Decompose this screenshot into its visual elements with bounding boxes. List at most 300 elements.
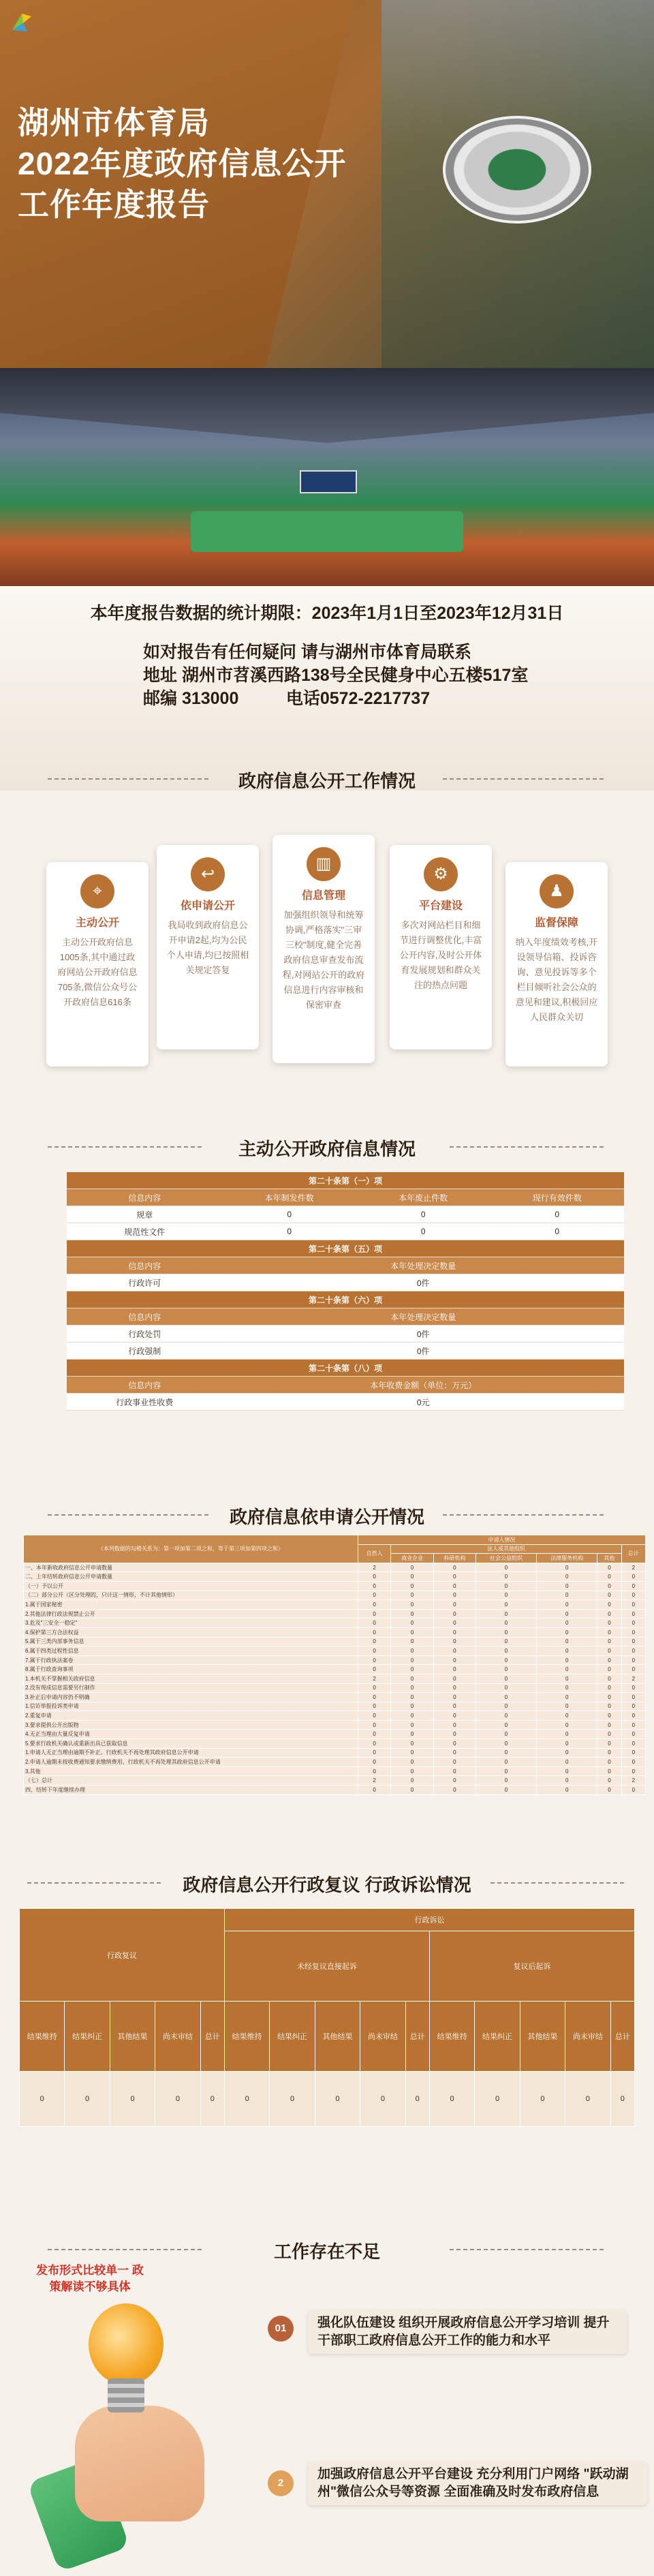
report-info — [0, 586, 654, 791]
request-disclosure-table — [23, 1535, 646, 1795]
table-cell: 0 — [391, 1766, 433, 1776]
table-cell: 2.没有现成信息需要另行制作 — [24, 1683, 358, 1693]
table-cell: 0 — [391, 1776, 433, 1785]
table-cell: 0 — [476, 1758, 536, 1767]
contact-line-1: 如对报告有任何疑问 请与湖州市体育局联系 — [143, 643, 471, 662]
table-cell: 0 — [356, 1223, 490, 1240]
card-body: 纳入年度绩效考核,开设领导信箱、投诉咨询、意见投诉等多个栏目倾听社会公众的意见和建议,积极回应人民群众关切 — [515, 937, 598, 1022]
card-title: 信息管理 — [301, 890, 345, 902]
table-row — [67, 1343, 624, 1360]
table-cell: 本年废止件数 — [356, 1189, 490, 1206]
table-cell: 结果维持 — [429, 2002, 474, 2072]
table-cell: 未经复议直接起诉 — [224, 1931, 429, 2002]
table-cell: 0 — [391, 1711, 433, 1721]
shortcoming-item-1: 强化队伍建设 组织开展政府信息公开学习培训 提升干部职工政府信息公开工作的能力和水平 — [308, 2310, 627, 2354]
table-cell: 0 — [433, 1609, 476, 1619]
table-cell: 0 — [597, 1563, 621, 1572]
table-cell: 尚未审结 — [565, 2002, 610, 2072]
table-cell: 0 — [65, 2072, 110, 2127]
table-row — [24, 1758, 646, 1767]
table-cell: 0 — [358, 1711, 391, 1721]
table-cell: 0 — [597, 1591, 621, 1600]
table-cell: 0 — [476, 1637, 536, 1646]
table-row — [24, 1748, 646, 1758]
page-title — [18, 102, 346, 225]
table-cell: 0 — [20, 2072, 65, 2127]
table-cell: 行政处罚 — [67, 1325, 222, 1343]
table-cell: 0 — [391, 1683, 433, 1693]
table-cell: 0 — [621, 1609, 645, 1619]
table-cell: 0 — [621, 1720, 645, 1730]
table-cell: 0 — [520, 2072, 565, 2127]
stadium-image — [443, 116, 591, 224]
scoreboard — [300, 470, 357, 493]
table-row — [24, 1766, 646, 1776]
table-cell: 0 — [433, 1674, 476, 1683]
table-cell: 2 — [358, 1563, 391, 1572]
table-cell: 0 — [360, 2072, 405, 2127]
section-title-shortcomings: 工作存在不足 — [273, 2241, 380, 2262]
table-row — [67, 1325, 624, 1343]
table-cell: 0 — [476, 1683, 536, 1693]
table-cell: 0 — [476, 1702, 536, 1711]
table-cell: 0 — [476, 1739, 536, 1749]
table-cell: 0 — [537, 1591, 597, 1600]
table-row — [24, 1785, 646, 1795]
section-title-review: 政府信息公开行政复议 行政诉讼情况 — [183, 1875, 471, 1895]
table-row — [24, 1711, 646, 1721]
table-cell: 0 — [224, 2072, 269, 2127]
table-cell: 0 — [621, 1627, 645, 1637]
section-title-request: 政府信息依申请公开情况 — [229, 1507, 424, 1527]
table-cell: 0 — [597, 1730, 621, 1739]
table-cell: 3.危及"三安全一稳定" — [24, 1619, 358, 1628]
card-title: 平台建设 — [418, 900, 463, 912]
table-cell: 3.其他 — [24, 1766, 358, 1776]
table-cell: 1.本机关不掌握相关政府信息 — [24, 1674, 358, 1683]
table-cell: 0 — [433, 1776, 476, 1785]
table-row — [67, 1360, 624, 1377]
table-cell: 0 — [358, 1683, 391, 1693]
table-cell: 0 — [315, 2072, 360, 2127]
stadium-field-image — [0, 368, 654, 586]
table-cell: 0 — [537, 1665, 597, 1674]
table-cell: 0 — [433, 1646, 476, 1656]
table-cell: 0 — [433, 1766, 476, 1776]
table-cell: 信息内容 — [67, 1257, 222, 1274]
table-cell: 0 — [537, 1572, 597, 1582]
table-cell: 0 — [537, 1581, 597, 1591]
table-row — [24, 1693, 646, 1702]
table-cell: 信息内容 — [67, 1189, 222, 1206]
table-cell: 总计 — [610, 2002, 634, 2072]
table-cell: 四、结转下年度继续办理 — [24, 1785, 358, 1795]
card-supervision — [505, 862, 608, 1067]
table-cell: 行政诉讼 — [224, 1909, 634, 1931]
table-cell: 6.属于四类过程性信息 — [24, 1646, 358, 1656]
table-cell: 第二十条第（五）项 — [67, 1240, 624, 1257]
table-cell: 0 — [597, 1785, 621, 1795]
table-cell: 0 — [621, 1665, 645, 1674]
table-row — [67, 1206, 624, 1223]
table-cell: 0 — [475, 2072, 520, 2127]
table-cell: 0 — [358, 1637, 391, 1646]
table-row — [24, 1563, 646, 1572]
table-cell: （二）部分公开（区分处理的，只计这一情形，不计其他情形） — [24, 1591, 358, 1600]
table-row — [24, 1665, 646, 1674]
table-cell: 0 — [597, 1619, 621, 1628]
table-cell: 0 — [537, 1766, 597, 1776]
table-cell: 法人或其他组织 — [391, 1544, 621, 1554]
table-cell: 0 — [597, 1581, 621, 1591]
table-cell: 0 — [433, 1563, 476, 1572]
table-row — [67, 1172, 624, 1189]
table-cell: 0 — [537, 1563, 597, 1572]
table-cell: 0 — [597, 1702, 621, 1711]
table-cell: 第二十条第（一）项 — [67, 1172, 624, 1189]
table-cell: 申请人情况 — [358, 1535, 645, 1545]
table-cell: 0 — [537, 1646, 597, 1656]
card-info-management — [272, 835, 375, 1063]
table-cell: 0 — [597, 1646, 621, 1656]
table-cell: 0 — [537, 1776, 597, 1785]
table-cell: 0 — [358, 1619, 391, 1628]
table-cell: 0 — [476, 1693, 536, 1702]
table-row — [24, 1683, 646, 1693]
table-row — [67, 1240, 624, 1257]
table-row — [24, 1591, 646, 1600]
table-cell: 0 — [621, 1730, 645, 1739]
title-line-1: 湖州市体育局 — [18, 105, 210, 140]
table-cell: 0 — [610, 2072, 634, 2127]
table-cell: 4.无正当理由大量反复申请 — [24, 1730, 358, 1739]
item-number: 2 — [268, 2470, 294, 2496]
table-cell: 0 — [358, 1572, 391, 1582]
table-cell: 0 — [597, 1776, 621, 1785]
section-title-work: 政府信息公开工作情况 — [238, 771, 416, 791]
title-line-2: 2022年度政府信息公开 — [18, 146, 347, 181]
table-cell: 0 — [537, 1739, 597, 1749]
table-cell: 现行有效件数 — [490, 1189, 624, 1206]
table-cell: 一、本年新收政府信息公开申请数量 — [24, 1563, 358, 1572]
table-cell: 本年处理决定数量 — [222, 1257, 624, 1274]
table-cell: 0 — [391, 1693, 433, 1702]
table-cell: 0 — [537, 1619, 597, 1628]
user-icon: ♟ — [540, 874, 574, 908]
table-cell: 0 — [621, 1619, 645, 1628]
table-cell: 0 — [391, 1627, 433, 1637]
table-cell: 0 — [621, 1655, 645, 1665]
table-cell: 0 — [433, 1581, 476, 1591]
table-cell: 2.申请人逾期未按收费通知要求缴纳费用、行政机关不再处理其政府信息公开申请 — [24, 1758, 358, 1767]
table-cell: 1.申请人无正当理由逾期不补正、行政机关不再处理其政府信息公开申请 — [24, 1748, 358, 1758]
item-number: 01 — [268, 2316, 294, 2342]
table-cell: 0 — [358, 1739, 391, 1749]
table-cell: 0 — [621, 1683, 645, 1693]
shortcoming-item-2: 加强政府信息公开平台建设 充分利用门户网络 "跃动湖州"微信公众号等资源 全面准确及时发布政府信息 — [308, 2462, 647, 2505]
table-cell: 0 — [222, 1206, 356, 1223]
table-cell: 0 — [537, 1637, 597, 1646]
location-icon: ⌖ — [80, 874, 114, 908]
table-cell: 0 — [391, 1591, 433, 1600]
card-body: 加强组织领导和统筹协调,严格落实"三审三校"制度,健全完善政府信息审查发布流程,对网站公开的政府信息进行内容审核和保密审查 — [282, 910, 365, 1010]
table-cell: 0 — [433, 1572, 476, 1582]
table-cell: 0 — [358, 1702, 391, 1711]
lightbulb-base — [108, 2378, 144, 2412]
hand-image — [75, 2406, 204, 2521]
table-cell: 0 — [358, 1646, 391, 1656]
card-request-disclosure — [157, 845, 259, 1049]
table-cell: 0 — [597, 1748, 621, 1758]
table-cell: 0 — [433, 1739, 476, 1749]
table-cell: 结果纠正 — [475, 2002, 520, 2072]
table-cell: 0 — [597, 1627, 621, 1637]
table-cell: 0 — [358, 1766, 391, 1776]
table-cell: 结果纠正 — [270, 2002, 315, 2072]
table-cell: 7.属于行政执法案卷 — [24, 1655, 358, 1665]
table-cell: 其他结果 — [315, 2002, 360, 2072]
table-cell: 0 — [429, 2072, 474, 2127]
table-cell: 0 — [621, 1748, 645, 1758]
table-row — [24, 1600, 646, 1610]
table-cell: 0 — [476, 1766, 536, 1776]
table-cell: 0 — [476, 1730, 536, 1739]
table-cell: 0 — [537, 1627, 597, 1637]
table-cell: 2 — [358, 1776, 391, 1785]
table-cell: 0 — [433, 1693, 476, 1702]
table-row — [67, 1291, 624, 1308]
table-cell: 0 — [358, 1581, 391, 1591]
table-cell: 社会公益组织 — [476, 1554, 536, 1563]
table-cell: 0 — [476, 1665, 536, 1674]
table-row — [67, 1377, 624, 1394]
table-cell: 0 — [537, 1785, 597, 1795]
table-cell: 5.属于三类内部事务信息 — [24, 1637, 358, 1646]
trash-icon: ▥ — [307, 847, 341, 881]
table-cell: 0 — [537, 1758, 597, 1767]
table-cell: 0 — [356, 1206, 490, 1223]
table-row — [67, 1223, 624, 1240]
table-cell: 0 — [391, 1637, 433, 1646]
table-row — [24, 1674, 646, 1683]
table-cell: 0 — [537, 1655, 597, 1665]
table-cell: 0 — [358, 1748, 391, 1758]
table-cell: 3.要求提供公开出版物 — [24, 1720, 358, 1730]
table-cell: 0 — [476, 1572, 536, 1582]
table-cell: 0 — [537, 1600, 597, 1610]
table-cell: 0 — [391, 1730, 433, 1739]
contact-postcode-phone: 邮编 313000 电话0572-2217737 — [143, 689, 431, 708]
table-cell: 0 — [433, 1785, 476, 1795]
table-cell: 0件 — [222, 1325, 624, 1343]
table-cell: （本列数据的勾稽关系为：第一项加第二项之和，等于第三项加第四项之和） — [24, 1535, 358, 1563]
table-cell: 0 — [433, 1637, 476, 1646]
lightbulb-icon — [89, 2303, 164, 2385]
table-cell: 0 — [433, 1758, 476, 1767]
table-cell: 总计 — [200, 2002, 224, 2072]
table-cell: 0 — [537, 1693, 597, 1702]
table-cell: 0 — [621, 1766, 645, 1776]
table-cell: 0 — [391, 1674, 433, 1683]
table-cell: 总计 — [621, 1544, 645, 1563]
table-cell: 0 — [597, 1739, 621, 1749]
table-cell: 0 — [476, 1627, 536, 1637]
table-cell: 0 — [433, 1665, 476, 1674]
card-title: 监督保障 — [534, 917, 578, 929]
table-cell: 0 — [621, 1693, 645, 1702]
table-cell: 0 — [621, 1758, 645, 1767]
active-disclosure-table — [67, 1172, 624, 1411]
table-cell: 0 — [405, 2072, 429, 2127]
table-cell: 0 — [476, 1711, 536, 1721]
table-cell: 0 — [391, 1655, 433, 1665]
table-cell: 0 — [621, 1600, 645, 1610]
table-cell: 0 — [358, 1785, 391, 1795]
reply-icon: ↩ — [191, 857, 225, 891]
table-cell: 0 — [433, 1591, 476, 1600]
table-cell: 0 — [200, 2072, 224, 2127]
table-cell: 0 — [621, 1646, 645, 1656]
table-cell: 结果纠正 — [65, 2002, 110, 2072]
table-cell: 0 — [476, 1619, 536, 1628]
table-cell: 0 — [476, 1581, 536, 1591]
table-row — [24, 1619, 646, 1628]
table-cell: 结果维持 — [224, 2002, 269, 2072]
contact-address: 地址 湖州市苕溪西路138号全民健身中心五楼517室 — [143, 666, 529, 685]
table-cell: 0 — [565, 2072, 610, 2127]
table-cell: 0 — [391, 1785, 433, 1795]
table-cell: 本年处理决定数量 — [222, 1308, 624, 1325]
table-cell: 0 — [391, 1609, 433, 1619]
stadium-roof — [0, 368, 654, 443]
table-cell: 0 — [476, 1563, 536, 1572]
table-cell: 0 — [621, 1785, 645, 1795]
table-cell: 0 — [391, 1600, 433, 1610]
table-row — [24, 1776, 646, 1785]
table-cell: 0 — [476, 1776, 536, 1785]
table-cell: 0 — [358, 1600, 391, 1610]
table-cell: 尚未审结 — [155, 2002, 200, 2072]
table-cell: 0 — [391, 1581, 433, 1591]
table-cell: 0 — [433, 1720, 476, 1730]
table-cell: 行政事业性收费 — [67, 1394, 222, 1411]
table-cell: 2 — [621, 1674, 645, 1683]
table-cell: 0 — [537, 1674, 597, 1683]
table-cell: 0 — [476, 1785, 536, 1795]
table-cell: 0 — [391, 1646, 433, 1656]
card-platform — [390, 845, 492, 1049]
table-cell: 0件 — [222, 1343, 624, 1360]
table-cell: 0 — [597, 1674, 621, 1683]
table-row — [24, 1730, 646, 1739]
pitch — [191, 511, 463, 552]
table-cell: 0 — [490, 1206, 624, 1223]
table-cell: 2 — [621, 1563, 645, 1572]
table-cell: 0 — [597, 1637, 621, 1646]
table-cell: 0 — [358, 1758, 391, 1767]
table-cell: 第二十条第（八）项 — [67, 1360, 624, 1377]
table-cell: 0 — [537, 1720, 597, 1730]
table-cell: 0 — [476, 1674, 536, 1683]
table-cell: 0 — [222, 1223, 356, 1240]
table-cell: 0 — [597, 1758, 621, 1767]
table-cell: 0 — [270, 2072, 315, 2127]
table-cell: 0 — [433, 1748, 476, 1758]
table-row — [67, 1257, 624, 1274]
table-cell: 0元 — [222, 1394, 624, 1411]
table-cell: 二、上年结转政府信息公开申请数量 — [24, 1572, 358, 1582]
table-cell: 0 — [391, 1758, 433, 1767]
table-cell: 0 — [621, 1581, 645, 1591]
table-cell: 0 — [597, 1572, 621, 1582]
table-cell: 结果维持 — [20, 2002, 65, 2072]
table-cell: 0 — [391, 1563, 433, 1572]
table-cell: 其他结果 — [520, 2002, 565, 2072]
card-title: 依申请公开 — [180, 900, 235, 912]
table-cell: 行政强制 — [67, 1343, 222, 1360]
table-cell: 0 — [433, 1702, 476, 1711]
table-cell: 0 — [476, 1748, 536, 1758]
table-row — [24, 1739, 646, 1749]
table-cell: 规范性文件 — [67, 1223, 222, 1240]
table-cell: 第二十条第（六）项 — [67, 1291, 624, 1308]
table-cell: 规章 — [67, 1206, 222, 1223]
table-cell: 0 — [597, 1683, 621, 1693]
table-row — [24, 1609, 646, 1619]
table-cell: 0 — [597, 1720, 621, 1730]
table-cell: 0 — [597, 1665, 621, 1674]
report-period: 本年度报告数据的统计期限：2023年1月1日至2023年12月31日 — [90, 604, 564, 623]
table-row — [67, 1394, 624, 1411]
table-cell: 0 — [358, 1693, 391, 1702]
table-cell: 本年收费金额（单位：万元） — [222, 1377, 624, 1394]
table-cell: 0 — [476, 1655, 536, 1665]
table-cell: 0 — [433, 1600, 476, 1610]
table-cell: 尚未审结 — [360, 2002, 405, 2072]
table-cell: 0 — [597, 1609, 621, 1619]
table-cell: 自然人 — [358, 1544, 391, 1563]
table-cell: 1.属于国家秘密 — [24, 1600, 358, 1610]
hero-banner — [0, 0, 654, 368]
title-line-3: 工作年度报告 — [18, 187, 210, 222]
table-cell: 0件 — [222, 1274, 624, 1291]
logo-icon — [10, 10, 34, 34]
section-title-active: 主动公开政府信息情况 — [238, 1139, 416, 1159]
table-cell: 0 — [597, 1711, 621, 1721]
table-cell: 0 — [358, 1720, 391, 1730]
table-cell: 信息内容 — [67, 1377, 222, 1394]
table-row — [24, 1720, 646, 1730]
table-cell: 其他 — [597, 1554, 621, 1563]
table-cell: 1.信访举报投诉类申请 — [24, 1702, 358, 1711]
table-cell: 法律服务机构 — [537, 1554, 597, 1563]
table-cell: 总计 — [405, 2002, 429, 2072]
card-body: 多次对网站栏目和细节进行调整优化,丰富公开内容,及时公开体育发展规划和群众关注的热点问题 — [399, 920, 482, 990]
table-row — [24, 1627, 646, 1637]
table-row — [67, 1189, 624, 1206]
table-cell: 0 — [537, 1609, 597, 1619]
table-cell: 0 — [621, 1637, 645, 1646]
table-cell: 行政复议 — [20, 1909, 225, 2002]
table-cell: 0 — [621, 1702, 645, 1711]
table-cell: 0 — [597, 1655, 621, 1665]
table-cell: 其他结果 — [110, 2002, 155, 2072]
table-cell: 2 — [358, 1674, 391, 1683]
table-row — [67, 1274, 624, 1291]
table-cell: 0 — [537, 1748, 597, 1758]
table-cell: 5.要求行政机关确认或重新出具已获取信息 — [24, 1739, 358, 1749]
card-body: 主动公开政府信息1005条,其中通过政府网站公开政府信息705条,微信公众号公开政府信息616条 — [57, 937, 138, 1007]
